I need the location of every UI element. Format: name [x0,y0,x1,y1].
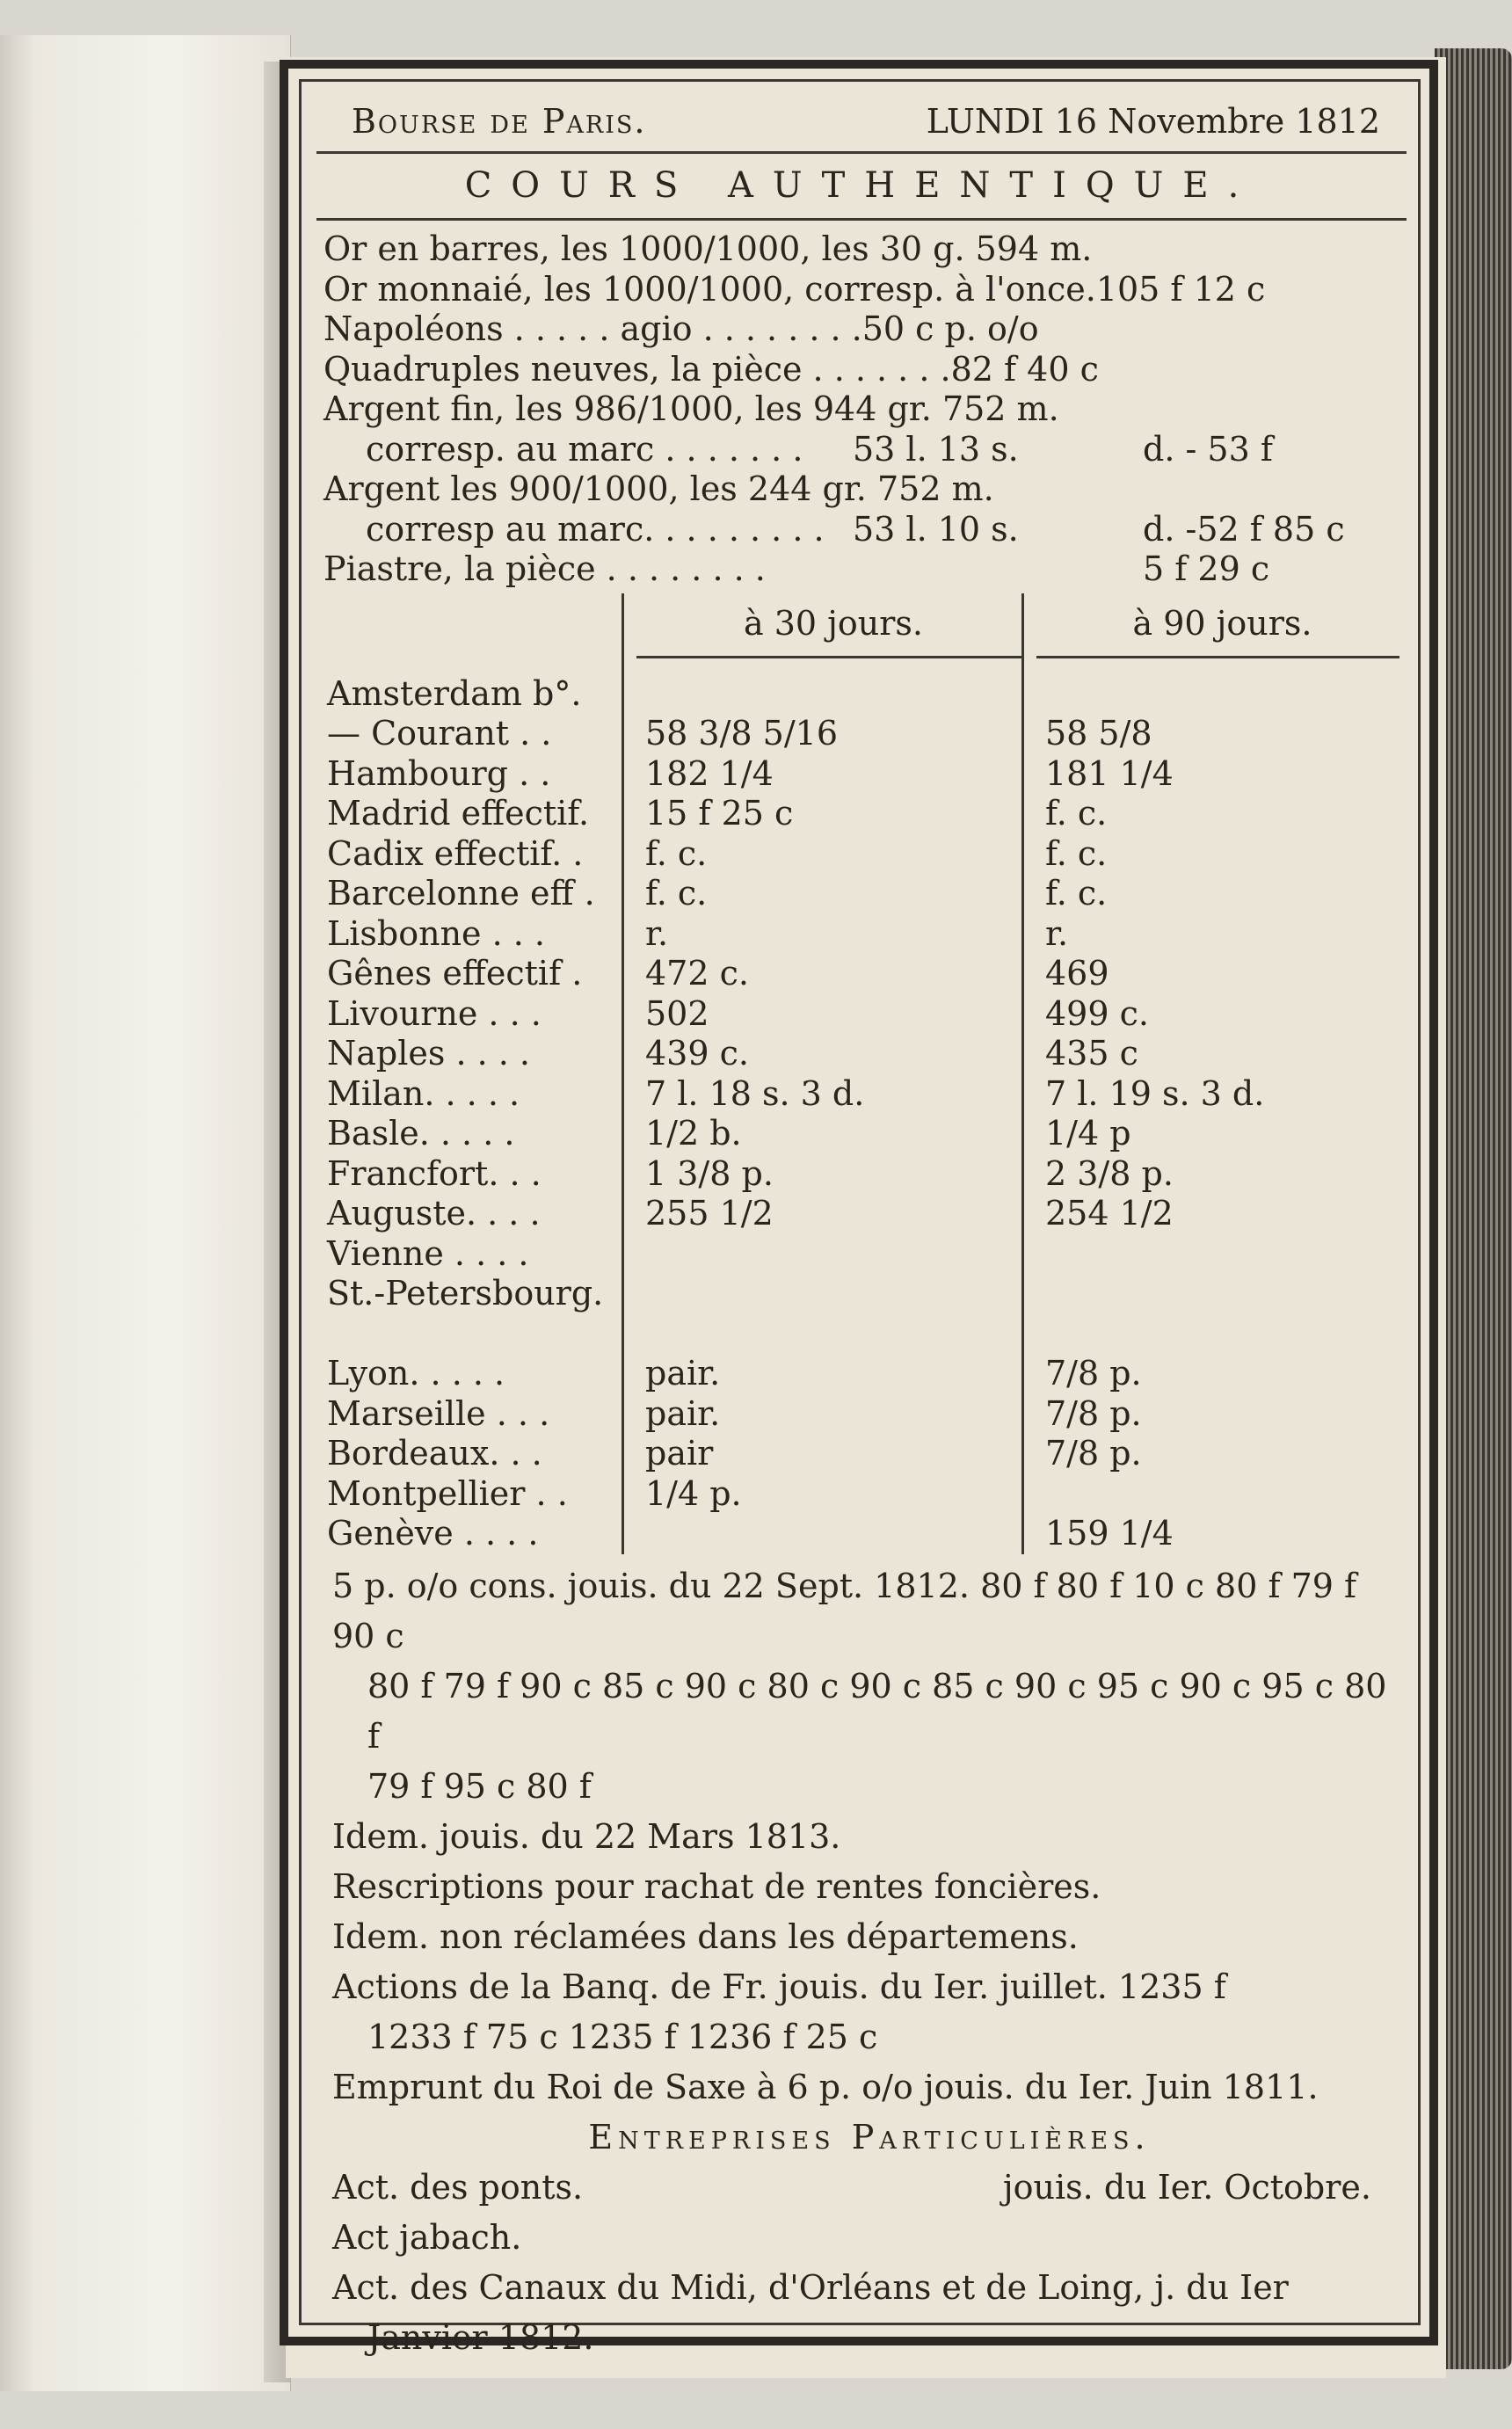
rate-90-days [1045,1274,1399,1314]
rente-line: 1233 f 75 c 1235 f 1236 f 25 c [367,2017,878,2056]
places-list [327,674,622,1554]
rate-90-days: 181 1/4 [1045,753,1174,793]
quote-value-2: d. - 53 f [1143,429,1273,469]
exchange-place: Lisbonne . . . [327,913,546,953]
rente-line: Emprunt du Roi de Saxe à 6 p. o/o jouis. du Ier. Juin 1811. [332,2067,1319,2106]
rate-30-days: pair [645,1434,714,1473]
blank-head [327,593,622,674]
quote-value-2 [1189,350,1407,390]
document-title: COURS AUTHENTIQUE. [464,164,1259,206]
rate-30-days: 58 3/8 5/16 [645,714,839,753]
exchange-place [327,1314,622,1355]
column-header-30 [645,593,1021,674]
quote-row [323,270,1407,310]
quote-value-2: 5 f 29 c [1143,549,1270,588]
exchange-place: Naples . . . . [327,1034,531,1073]
rate-90-days: 1/4 p [1045,1114,1131,1153]
quote-label: Or en barres, les 1000/1000, les 30 g. 594 m. [323,229,1093,268]
exchange-place: Bordeaux. . . [327,1434,542,1473]
column-30-label: à 30 jours. [743,603,924,643]
exchange-place: Barcelonne eff . [327,874,595,913]
quote-value: 53 l. 10 s. [853,509,1019,549]
quote-label: Argent fin, les 986/1000, les 944 gr. 752 m. [323,389,1059,428]
quote-value: 82 f 40 c [950,349,1099,389]
exchange-place: Marseille . . . [327,1393,550,1433]
quote-value-2 [1147,309,1407,350]
rente-line: Rescriptions pour rachat de rentes foncières. [332,1866,1101,1906]
exchange-place: Auguste. . . . [327,1194,541,1233]
rate-30-days [645,1274,1021,1314]
rate-90-days [1045,674,1399,715]
places-column [316,593,622,1554]
rate-30-days [645,674,1021,715]
rate-90-days: 159 1/4 [1045,1514,1174,1553]
exchange-place: Amsterdam b°. [327,673,582,713]
header-left: Bourse de Paris. [352,102,647,141]
rente-line: Idem. jouis. du 22 Mars 1813. [332,1816,841,1856]
rate-90-days: 435 c [1045,1034,1138,1073]
exchange-place: Montpellier . . [327,1473,568,1513]
quote-label: Or monnaié, les 1000/1000, corresp. à l'once. [323,269,1096,309]
rate-30-days: 182 1/4 [645,753,774,793]
jouissance-note: jouis. du Ier. Octobre. [1002,2167,1371,2207]
rente-line: Janvier 1812. [367,2317,594,2357]
quote-row [323,510,1407,550]
exchange-place: Madrid effectif. [327,794,590,833]
quote-label: Piastre, la pièce . . . . . . . . [323,549,766,588]
section-heading: Entreprises Particulières. [588,2117,1151,2156]
exchange-place: Livourne . . . [327,993,542,1033]
rate-30-days: f. c. [645,874,708,913]
quote-label: Argent les 900/1000, les 244 gr. 752 m. [323,469,994,508]
exchange-place: Milan. . . . . [327,1073,520,1113]
quote-row [323,430,1407,470]
rate-90-days: 58 5/8 [1045,714,1152,753]
exchange-place: — Courant . . [327,714,552,753]
column-90-label: à 90 jours. [1132,603,1312,643]
rate-30-days [645,1514,1021,1554]
rate-30-days: 439 c. [645,1034,749,1073]
exchange-place: St.-Petersbourg. [327,1274,604,1313]
rate-90-days: 7 l. 19 s. 3 d. [1045,1073,1265,1113]
page-header [316,97,1407,151]
rate-30-days: pair. [645,1354,721,1393]
rate-90-days: 7/8 p. [1045,1354,1142,1393]
quote-value-2: d. -52 f 85 c [1143,509,1345,549]
page-content [316,97,1407,2363]
rate-90-days [1045,1234,1399,1275]
rate-30-days: f. c. [645,833,708,873]
values-90-list [1045,674,1399,1554]
rente-line-left: Act. des ponts. [332,2167,584,2207]
rate-90-days: f. c. [1045,794,1108,833]
quote-label: corresp au marc. . . . . . . . . [366,509,825,549]
quote-label: Napoléons . . . . . agio . . . . . . . . [323,309,862,348]
quote-row [323,469,1407,510]
quote-value [1059,389,1241,430]
exchange-place: Genève . . . . [327,1514,539,1553]
quote-row [323,549,1407,590]
rente-line: Idem. non réclamées dans les départemens. [332,1916,1079,1956]
column-30-days [622,593,1021,1554]
rente-line [332,2163,1407,2213]
rente-line: 80 f 79 f 90 c 85 c 90 c 80 c 90 c 85 c 90 c 95 c 90 c 95 c 80 f [367,1666,1387,1756]
rate-90-days: 254 1/2 [1045,1194,1174,1233]
rate-90-days: f. c. [1045,833,1108,873]
quote-value-2 [1241,389,1407,430]
rate-90-days: r. [1045,913,1069,953]
rate-90-days: 7/8 p. [1045,1393,1142,1433]
rate-30-days: pair. [645,1393,721,1433]
quote-row [323,350,1407,390]
exchange-table [316,593,1407,1554]
quote-value [994,469,1210,510]
quote-value [1092,229,1256,270]
rate-30-days [645,1234,1021,1275]
quote-row [323,309,1407,350]
exchange-place: Vienne . . . . [327,1233,529,1273]
rate-30-days: 502 [645,993,709,1033]
header-date: LUNDI 16 Novembre 1812 [926,102,1380,141]
rate-30-days: 255 1/2 [645,1194,774,1233]
metal-quotes [316,221,1407,590]
quote-row [323,229,1407,270]
rate-30-days: r. [645,913,669,953]
rate-90-days [1045,1314,1399,1355]
rate-30-days: 7 l. 18 s. 3 d. [645,1073,865,1113]
column-90-days [1021,593,1399,1554]
exchange-place: Gênes effectif . [327,954,583,993]
exchange-place: Francfort. . . [327,1153,542,1193]
quote-value: 105 f 12 c [1095,269,1266,309]
rate-30-days: 15 f 25 c [645,794,794,833]
rate-90-days: 499 c. [1045,993,1149,1033]
exchange-place: Hambourg . . [327,753,551,793]
quote-value: 53 l. 13 s. [853,429,1019,469]
quote-value-2 [1257,229,1407,270]
quote-label: Quadruples neuves, la pièce . . . . . . . [323,349,951,389]
rate-30-days: 1/4 p. [645,1473,742,1513]
rate-90-days: 469 [1045,954,1109,993]
rente-line: 5 p. o/o cons. jouis. du 22 Sept. 1812. 80 f 80 f 10 c 80 f 79 f 90 c [332,1566,1357,1655]
previous-pages [0,35,291,2391]
rate-90-days: 7/8 p. [1045,1434,1142,1473]
quote-value: 50 c p. o/o [861,309,1039,348]
values-30-list [645,674,1021,1554]
rentes-section [316,1554,1407,2363]
quote-row [323,389,1407,430]
quote-value-2 [1265,270,1407,310]
rate-90-days [1045,1474,1399,1515]
rate-90-days: f. c. [1045,874,1108,913]
quote-value [853,549,1143,590]
exchange-place: Cadix effectif. . [327,833,584,873]
rate-30-days [645,1314,1021,1355]
rate-30-days: 1 3/8 p. [645,1153,774,1193]
rate-90-days: 2 3/8 p. [1045,1153,1174,1193]
rente-line: Act. des Canaux du Midi, d'Orléans et de Loing, j. du Ier [332,2267,1289,2307]
rate-30-days: 472 c. [645,954,749,993]
column-header-90 [1045,593,1399,674]
exchange-place: Lyon. . . . . [327,1354,505,1393]
exchange-place: Basle. . . . . [327,1114,515,1153]
page-edges [1435,48,1512,2369]
quote-label: corresp. au marc . . . . . . . [366,429,803,469]
rente-line: 79 f 95 c 80 f [367,1766,592,1806]
rate-30-days: 1/2 b. [645,1114,742,1153]
quote-value-2 [1210,469,1407,510]
rente-line: Act jabach. [332,2217,522,2257]
rente-line: Actions de la Banq. de Fr. jouis. du Ier. juillet. 1235 f [332,1967,1226,2006]
